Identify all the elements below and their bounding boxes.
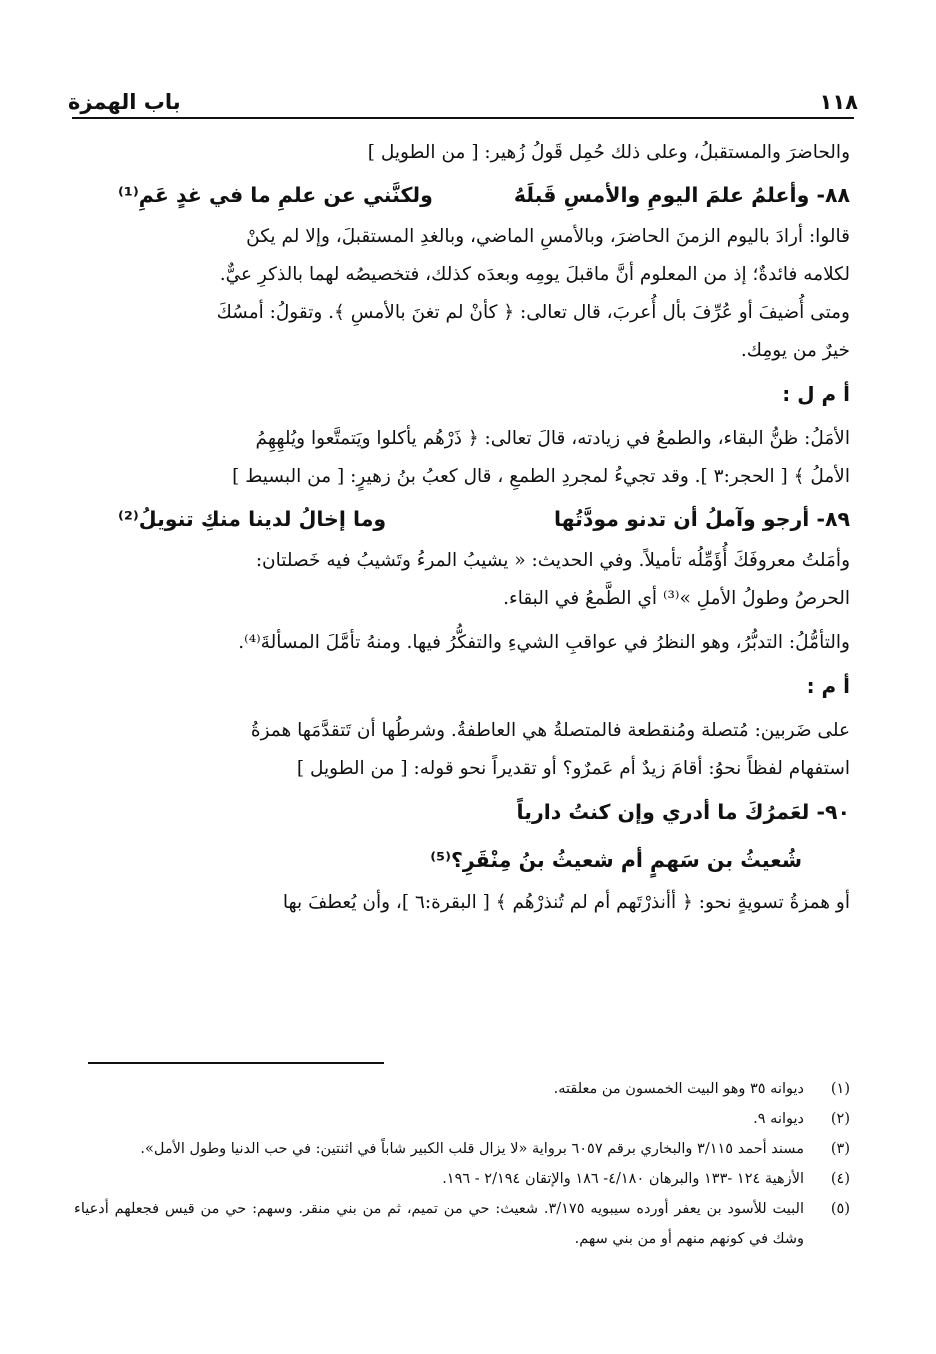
footnote — [74, 1104, 850, 1134]
page-number: ١١٨ — [819, 90, 858, 114]
verse-89 — [78, 496, 850, 542]
verse-88 — [78, 172, 850, 218]
paragraph-line: استفهام لفظاً نحوُ: أقامَ زيدٌ أم عَمرٌو؟ أو تقديراً نحو قوله: [ من الطويل ] — [296, 758, 850, 779]
footnote-text: مسند أحمد ٣/١١٥ والبخاري برقم ٦٠٥٧ برواية «لا يزال قلب الكبير شاباً في اثنتين: في حب الدنيا وطول الأمل». — [140, 1141, 804, 1157]
verse-90 — [78, 788, 850, 884]
verse-hemistich-first: ٨٩- أرجو وآملُ أن تدنو مودَّتُها — [553, 507, 850, 531]
paragraph-line: لكلامه فائدةٌ؛ إذ من المعلوم أنَّ ماقبلَ يومِه وبعدَه كذلك، فتخصيصُه لهما بالذكرِ عيٌّ. — [219, 264, 850, 285]
paragraph: والتأمُّلُ: التدبُّرُ، وهو النظرُ في عواقبِ الشيءِ والتفكُّرُ فيها. ومنهُ تأمَّلَ المسألةَ⁽⁴⁾. — [238, 632, 850, 653]
paragraph-line: الأملُ ﴾ [ الحجر:٣ ]. وقد تجيءُ لمجردِ الطمعِ ، قال كعبُ بنُ زهيرٍ: [ من البسيط ] — [232, 466, 850, 487]
footnote — [74, 1134, 850, 1164]
footnote-number: (٤) — [830, 1171, 850, 1187]
paragraph-line: وأمَلتُ معروفَكَ أُؤَمِّلُه تأميلاً. وفي الحديث: « يشيبُ المرءُ وتَشيبُ فيه خَصلتان: — [255, 550, 850, 571]
footnote-text: الأزهية ١٢٤ -١٣٣ والبرهان ٤/١٨٠- ١٨٦ والإتقان ٢/١٩٤ - ١٩٦. — [442, 1171, 804, 1187]
paragraph: والحاضرَ والمستقبلُ، وعلى ذلك حُمِل قَولُ زُهير: [ من الطويل ] — [367, 142, 850, 163]
paragraph-line: ومتى أُضيفَ أو عُرِّفَ بأل أُعربَ، قال تعالى: ﴿ كأنْ لم تغنَ بالأمسِ ﴾. وتقولُ: أمسُكَ — [216, 302, 850, 323]
paragraph-line: الحرصُ وطولُ الأملِ »⁽³⁾ أي الطَّمعُ في البقاء. — [503, 588, 850, 609]
footnote — [74, 1074, 850, 1104]
paragraph-line: قالوا: أرادَ باليوم الزمنَ الحاضرَ، وبالأمسِ الماضي، وبالغدِ المستقبلَ، وإلا لم يكنْ — [246, 226, 850, 247]
verse-hemistich-second: وما إخالُ لدينا منكِ تنويلُ⁽²⁾ — [118, 507, 387, 531]
main-text — [78, 134, 850, 922]
root-heading: أ م : — [806, 674, 850, 698]
footnote-text: البيت للأسود بن يعفر أورده سيبويه ٣/١٧٥. شعيث: حي من تميم، ثم من بني منقر. وسهم: حي من قيس فجعلهم أدعياء وشك في كونهم منهم أو من بني سهم. — [74, 1201, 804, 1247]
paragraph-line: خيرٌ من يومِك. — [740, 340, 850, 361]
paragraph-line: الأمَلُ: ظنُّ البقاء، والطمعُ في زيادته، قالَ تعالى: ﴿ ذَرْهُم يأكلوا ويَتمتَّعوا ويُلهِهِمُ — [255, 428, 850, 449]
footnote-number: (١) — [830, 1081, 850, 1097]
header-rule — [72, 117, 854, 119]
verse-hemistich-second: ولكنَّني عن علمِ ما في غدٍ عَمِ⁽¹⁾ — [118, 183, 433, 207]
paragraph-line: على ضَربين: مُتصلة ومُنقطعة فالمتصلةُ هي العاطفةُ. وشرطُها أن تَتقدَّمَها همزةُ — [250, 720, 850, 741]
footnote-number: (٥) — [830, 1201, 850, 1217]
footnote-text: ديوانه ٩. — [753, 1111, 804, 1127]
footnotes — [74, 1074, 850, 1254]
footnote — [74, 1164, 850, 1194]
footnote-separator — [88, 1062, 384, 1064]
root-heading: أ م ل : — [782, 382, 850, 406]
verse-hemistich-second: شُعيثُ بن سَهمٍ أم شعيثُ بنُ مِنْقَرِ؟⁽⁵⁾ — [430, 848, 802, 872]
footnote — [74, 1194, 850, 1254]
verse-hemistich-first: ٨٨- وأعلمُ علمَ اليومِ والأمسِ قَبلَهُ — [513, 183, 850, 207]
footnote-number: (٣) — [830, 1141, 850, 1157]
verse-hemistich-first: ٩٠- لعَمرُكَ ما أدري وإن كنتُ دارياً — [516, 800, 850, 824]
paragraph-line: أو همزةُ تسويةٍ نحو: ﴿ أأنذرْتَهم أم لم تُنذرْهُم ﴾ [ البقرة:٦ ]، وأن يُعطفَ بها — [282, 892, 850, 913]
chapter-title: باب الهمزة — [68, 90, 181, 114]
footnote-number: (٢) — [830, 1111, 850, 1127]
page-header — [68, 70, 858, 114]
footnote-text: ديوانه ٣٥ وهو البيت الخمسون من معلقته. — [553, 1081, 804, 1097]
